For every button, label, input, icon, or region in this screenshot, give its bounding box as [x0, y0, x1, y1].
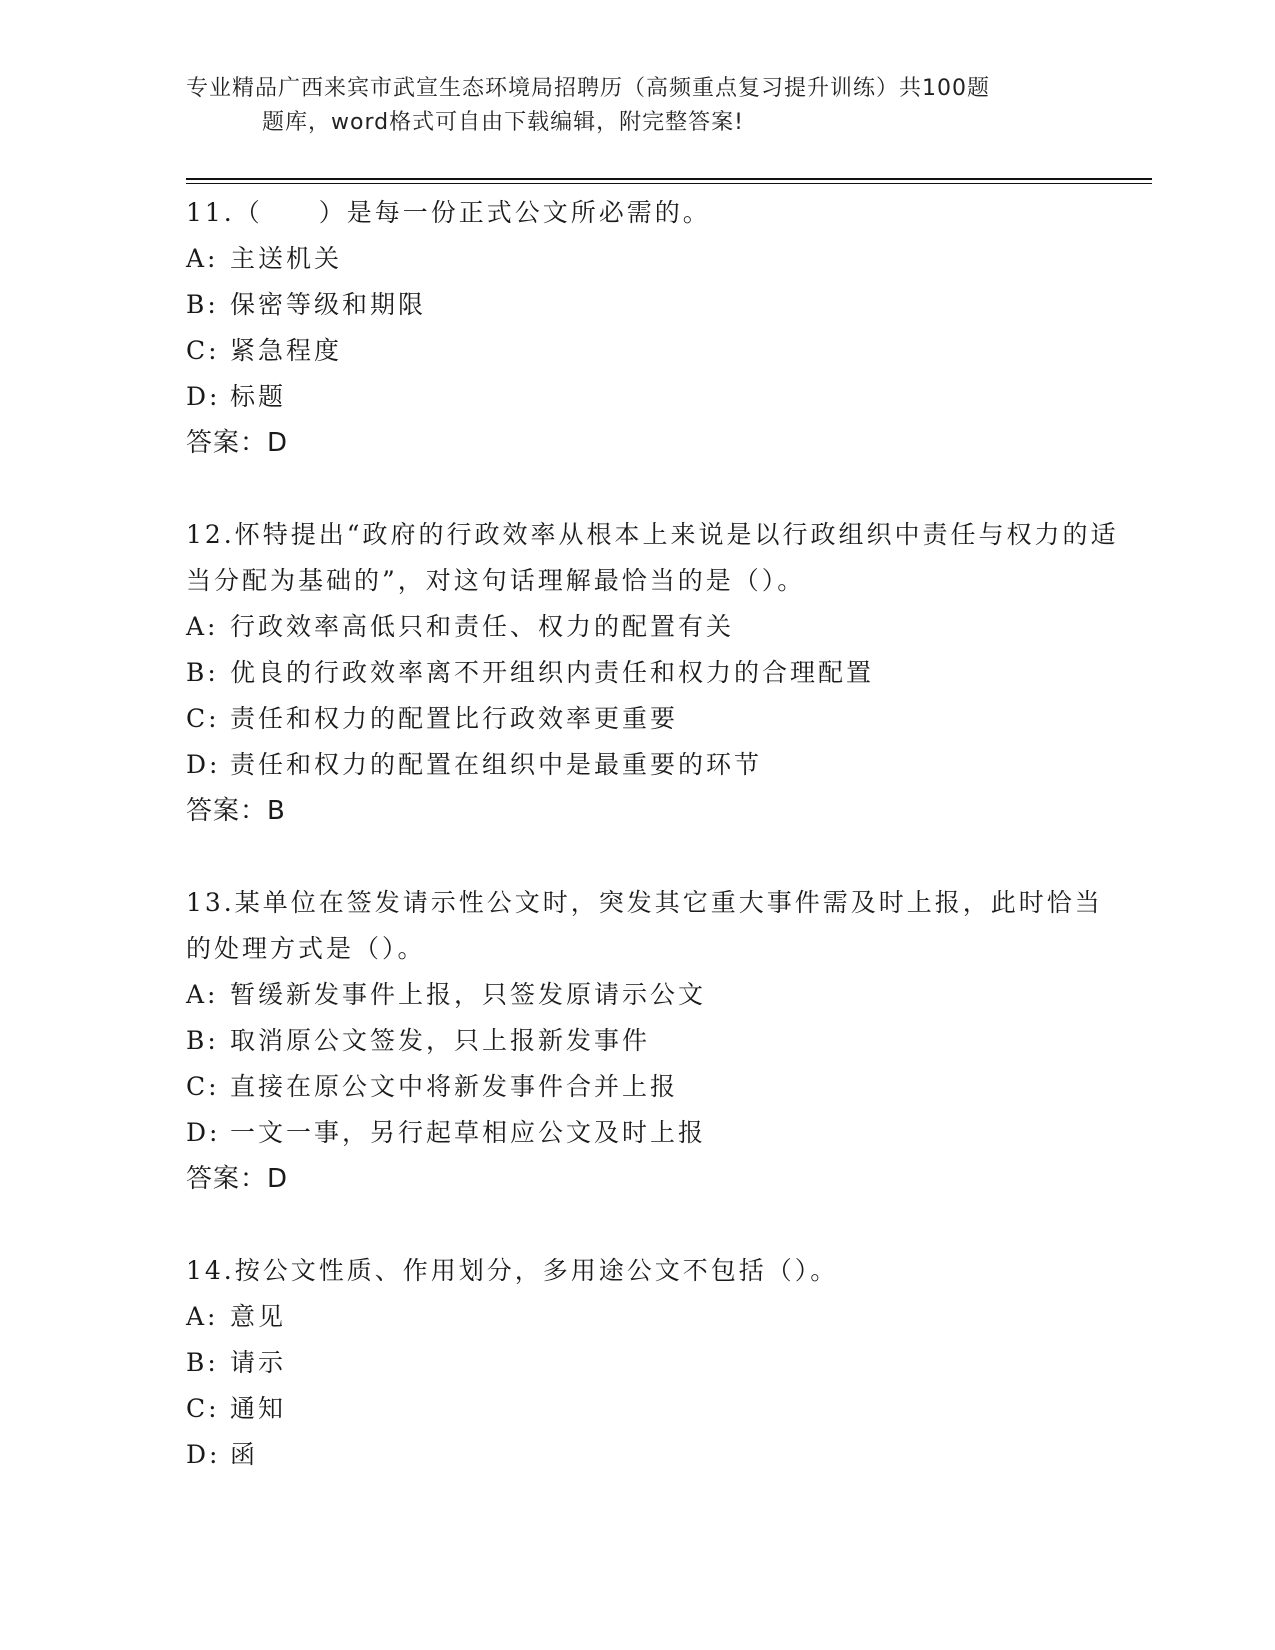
option-letter: B: [186, 1026, 219, 1055]
option-text: 请示 [230, 1348, 287, 1377]
option-text: 保密等级和期限 [230, 290, 427, 319]
question-stem: 13.某单位在签发请示性公文时，突发其它重大事件需及时上报，此时恰当的处理方式是（）。 [186, 888, 1103, 963]
option-letter: A: [186, 244, 219, 273]
option-text: 暂缓新发事件上报，只签发原请示公文 [230, 980, 707, 1009]
header-title-line1: 专业精品广西来宾市武宣生态环境局招聘历（高频重点复习提升训练）共100题 [186, 76, 990, 101]
option-d [186, 1432, 1126, 1478]
header-title-line2: 题库，word格式可自由下载编辑，附完整答案! [262, 110, 744, 135]
option-a [186, 972, 1126, 1018]
option-b [186, 1018, 1126, 1064]
option-text: 主送机关 [230, 244, 343, 273]
option-letter: B: [186, 658, 219, 687]
document-header [186, 72, 1066, 140]
option-c [186, 1064, 1126, 1110]
option-d [186, 374, 1126, 420]
option-text: 直接在原公文中将新发事件合并上报 [230, 1072, 679, 1101]
option-b [186, 1340, 1126, 1386]
option-text: 函 [230, 1440, 259, 1469]
option-text: 通知 [230, 1394, 287, 1423]
option-text: 责任和权力的配置比行政效率更重要 [230, 704, 679, 733]
answer-label: 答案：D [186, 1164, 289, 1194]
option-b [186, 650, 1126, 696]
option-letter: C: [186, 1072, 220, 1101]
spacer [186, 834, 1126, 880]
question-stem: 14.按公文性质、作用划分，多用途公文不包括（）。 [186, 1256, 839, 1285]
option-letter: C: [186, 1394, 220, 1423]
option-c [186, 696, 1126, 742]
question-stem: 12.怀特提出“政府的行政效率从根本上来说是以行政组织中责任与权力的适当分配为基础的”，对这句话理解最恰当的是（）。 [186, 520, 1119, 595]
option-c [186, 1386, 1126, 1432]
option-text: 标题 [230, 382, 287, 411]
question-11 [186, 190, 1126, 466]
option-text: 责任和权力的配置在组织中是最重要的环节 [230, 750, 763, 779]
option-letter: D: [186, 750, 221, 779]
option-d [186, 1110, 1126, 1156]
option-text: 取消原公文签发，只上报新发事件 [230, 1026, 651, 1055]
question-13 [186, 880, 1126, 1202]
option-letter: A: [186, 612, 219, 641]
option-text: 优良的行政效率离不开组织内责任和权力的合理配置 [230, 658, 875, 687]
option-text: 紧急程度 [230, 336, 343, 365]
option-d [186, 742, 1126, 788]
option-letter: D: [186, 1118, 221, 1147]
option-text: 行政效率高低只和责任、权力的配置有关 [230, 612, 735, 641]
answer-label: 答案：B [186, 796, 286, 826]
option-letter: D: [186, 1440, 221, 1469]
option-letter: C: [186, 704, 220, 733]
option-letter: A: [186, 980, 219, 1009]
header-rule-thin [186, 183, 1152, 184]
option-a [186, 236, 1126, 282]
option-a [186, 1294, 1126, 1340]
question-list [186, 190, 1126, 1478]
option-a [186, 604, 1126, 650]
question-12 [186, 512, 1126, 834]
spacer [186, 1202, 1126, 1248]
option-text: 意见 [230, 1302, 287, 1331]
option-c [186, 328, 1126, 374]
question-14 [186, 1248, 1126, 1478]
option-letter: A: [186, 1302, 219, 1331]
question-stem: 11.（ ）是每一份正式公文所必需的。 [186, 198, 711, 227]
option-letter: B: [186, 290, 219, 319]
option-letter: B: [186, 1348, 219, 1377]
option-b [186, 282, 1126, 328]
option-text: 一文一事，另行起草相应公文及时上报 [230, 1118, 707, 1147]
option-letter: D: [186, 382, 221, 411]
header-rule-thick [186, 178, 1152, 180]
answer-label: 答案：D [186, 428, 289, 458]
option-letter: C: [186, 336, 220, 365]
spacer [186, 466, 1126, 512]
